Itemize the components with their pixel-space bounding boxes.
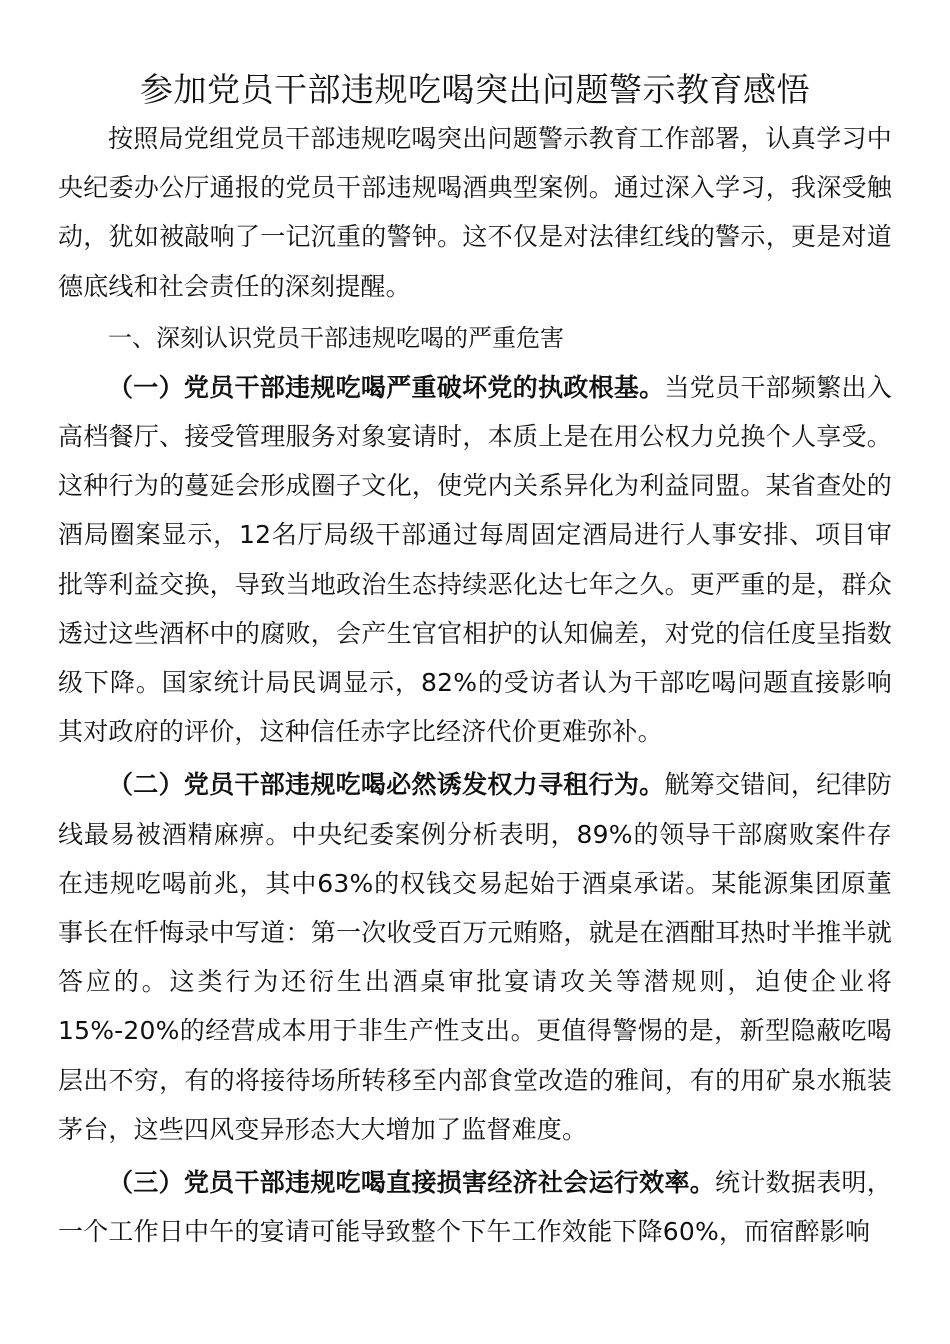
point-lead: （三）党员干部违规吃喝直接损害经济社会运行效率。 [108,1168,716,1198]
document-title: 参加党员干部违规吃喝突出问题警示教育感悟 [140,70,810,109]
point-paragraph-1 [58,363,892,757]
point-paragraph-3 [58,1158,892,1256]
intro-paragraph: 按照局党组党员干部违规吃喝突出问题警示教育工作部署，认真学习中央纪委办公厅通报的党员干部违规喝酒典型案例。通过深入学习，我深受触动，犹如被敲响了一记沉重的警钟。这不仅是对法律红线的警示，更是对道德底线和社会责任的深刻提醒。 [58,124,892,301]
section-heading: 一、深刻认识党员干部违规吃喝的严重危害 [108,323,564,352]
point-body: 觥筹交错间，纪律防线最易被酒精麻痹。中央纪委案例分析表明，89%的领导干部腐败案件存在违规吃喝前兆，其中63%的权钱交易起始于酒桌承诺。某能源集团原董事长在忏悔录中写道：第一次收受百万元贿赂，就是在酒酣耳热时半推半就答应的。这类行为还衍生出酒桌审批宴请攻关等潜规则，迫使企业将15%-20%的经营成本用于非生产性支出。更值得警惕的是，新型隐蔽吃喝层出不穷，有的将接待场所转移至内部食堂改造的雅间，有的用矿泉水瓶装茅台，这些四风变异形态大大增加了监督难度。 [58,770,892,1144]
point-body: 当党员干部频繁出入高档餐厅、接受管理服务对象宴请时，本质上是在用公权力兑换个人享受。这种行为的蔓延会形成圈子文化，使党内关系异化为利益同盟。某省查处的酒局圈案显示，12名厅局级干部通过每周固定酒局进行人事安排、项目审批等利益交换，导致当地政治生态持续恶化达七年之久。更严重的是，群众透过这些酒杯中的腐败，会产生官官相护的认知偏差，对党的信任度呈指数级下降。国家统计局民调显示，82%的受访者认为干部吃喝问题直接影响其对政府的评价，这种信任赤字比经济代价更难弥补。 [58,372,892,747]
point-lead: （二）党员干部违规吃喝必然诱发权力寻租行为。 [108,770,665,800]
point-paragraph-2 [58,760,892,1154]
point-body: 统计数据表明，一个工作日中午的宴请可能导致整个下午工作效能下降60%，而宿醉影响 [58,1168,892,1247]
point-lead: （一）党员干部违规吃喝严重破坏党的执政根基。 [108,372,665,402]
